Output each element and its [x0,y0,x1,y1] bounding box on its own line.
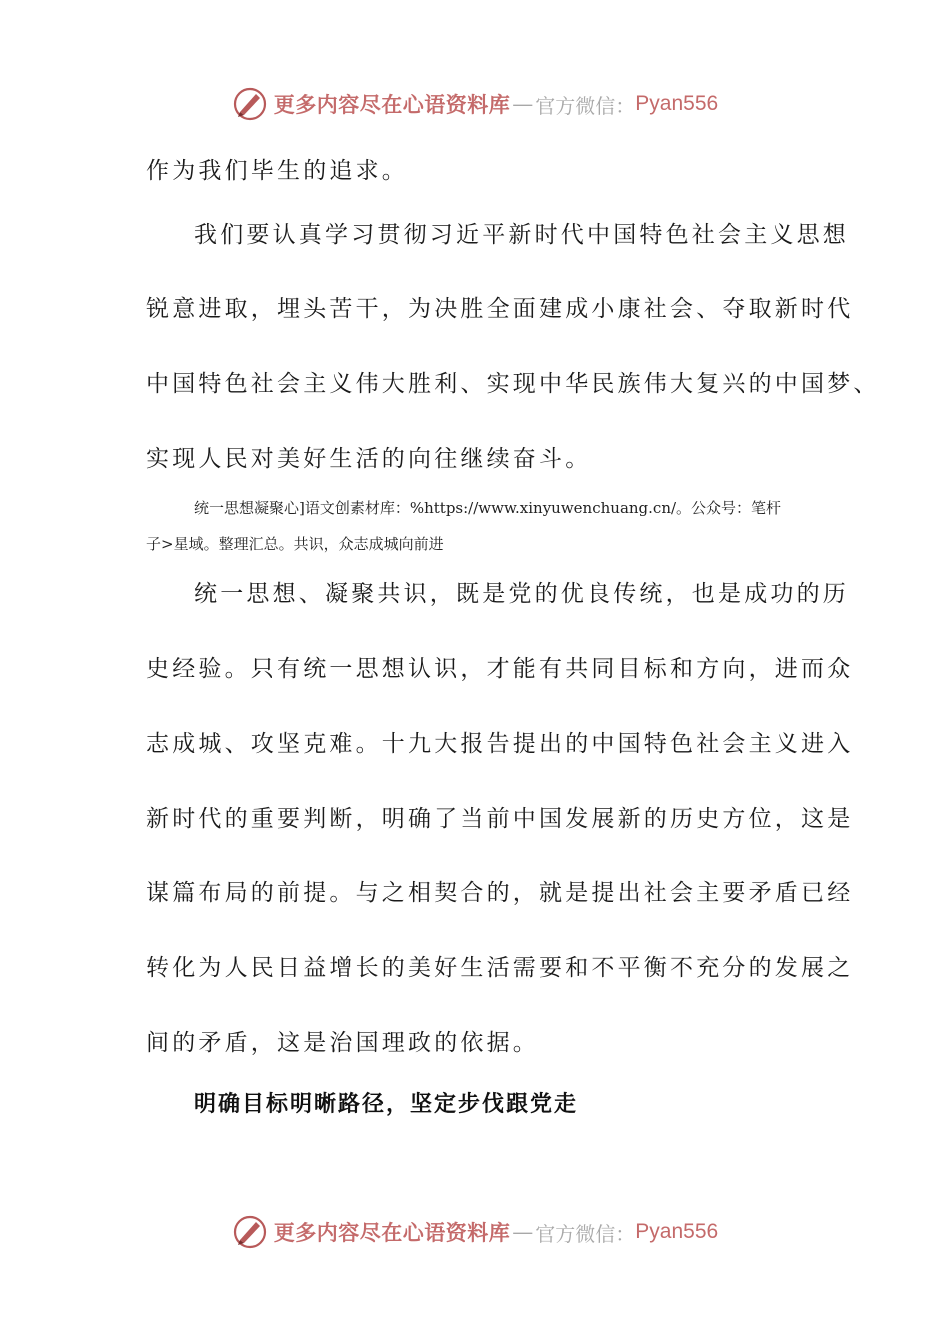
banner-wechat-label: 官方微信： [535,93,636,118]
footer-banner [0,1212,950,1252]
paragraph-line: 间的矛盾，这是治国理政的依据。 [146,1030,539,1056]
source-note-line: 子>星域。整理汇总。共识，众志成城向前进 [146,535,444,553]
banner-wechat-id: Pyan556 [635,1220,719,1243]
banner-dash: — [512,92,534,116]
paragraph-line: 转化为人民日益增长的美好生活需要和不平衡不充分的发展之 [146,955,854,981]
paragraph-line: 作为我们毕生的追求。 [146,158,408,184]
paragraph-line: 锐意进取，埋头苦干，为决胜全面建成小康社会、夺取新时代 [146,296,854,322]
pen-logo-icon [232,1214,268,1250]
paragraph-line: 志成城、攻坚克难。十九大报告提出的中国特色社会主义进入 [146,731,854,757]
paragraph-line: 中国特色社会主义伟大胜利、实现中华民族伟大复兴的中国梦、 [146,371,880,397]
banner-dash: — [512,1220,534,1244]
banner-text: 更多内容尽在心语资料库 [273,1220,511,1245]
banner-wechat-id: Pyan556 [635,92,719,115]
paragraph-line: 史经验。只有统一思想认识，才能有共同目标和方向，进而众 [146,656,854,682]
pen-logo-icon [232,86,268,122]
banner-text: 更多内容尽在心语资料库 [273,92,511,117]
paragraph-line: 实现人民对美好生活的向往继续奋斗。 [146,446,592,472]
paragraph-line: 统一思想、凝聚共识，既是党的优良传统，也是成功的历 [194,581,849,607]
banner-wechat-label: 官方微信： [535,1221,636,1246]
paragraph-line: 谋篇布局的前提。与之相契合的，就是提出社会主要矛盾已经 [146,880,854,906]
section-heading: 明确目标明晰路径，坚定步伐跟党走 [194,1092,579,1117]
paragraph-line: 我们要认真学习贯彻习近平新时代中国特色社会主义思想 [194,222,849,248]
paragraph-line: 新时代的重要判断，明确了当前中国发展新的历史方位，这是 [146,806,854,832]
source-note-line: 统一思想凝聚心]语文创素材库：%https://www.xinyuwenchuang.cn/。公众号：笔杆 [194,499,782,517]
header-banner [0,84,950,124]
